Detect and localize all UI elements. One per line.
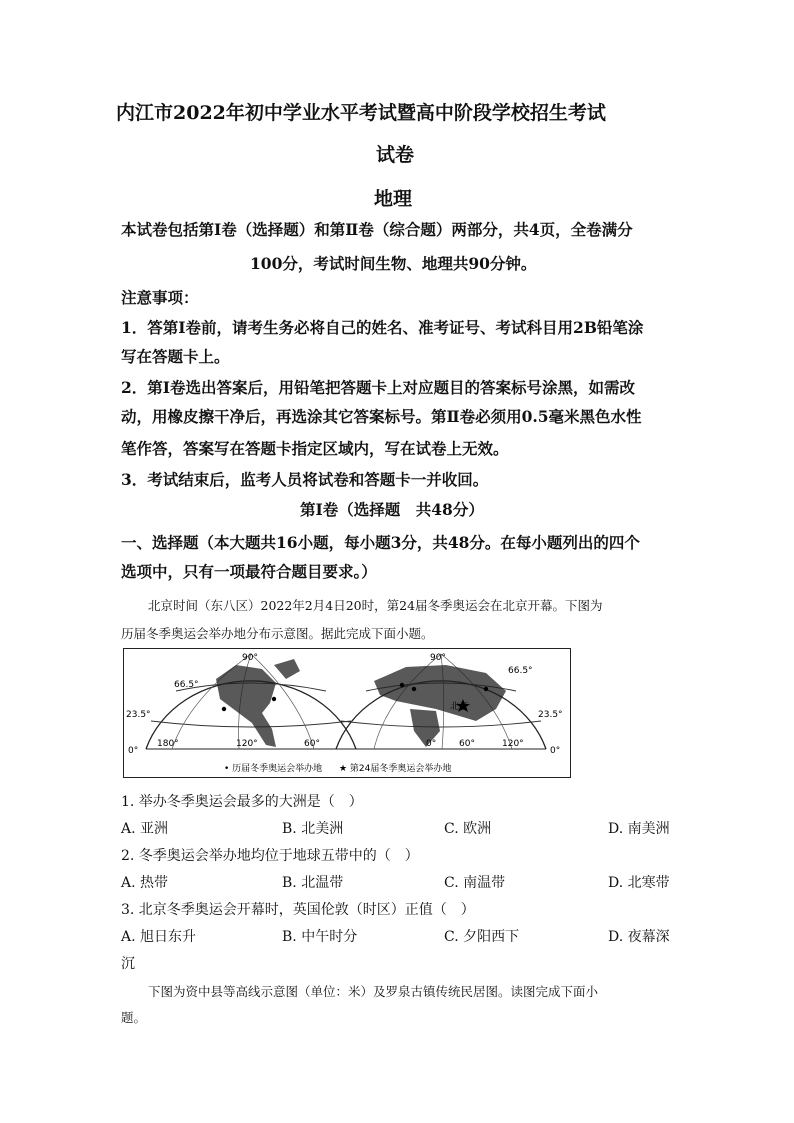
subject-title: 地理 [374, 188, 413, 210]
map-label: 0° [550, 746, 561, 756]
exam-title-line1: 内江市2022年初中学业水平考试暨高中阶段学校招生考试 [116, 102, 606, 124]
passage2-line2: 题。 [121, 1010, 147, 1025]
question-option: D. 北寒带 [608, 875, 670, 891]
question-option: B. 北温带 [282, 875, 344, 891]
question-stem: 1. 举办冬季奥运会最多的大洲是（ ） [121, 794, 363, 810]
map-label: 120° [502, 739, 524, 749]
map-label: 60° [304, 739, 320, 749]
notice-heading: 注意事项： [121, 288, 199, 307]
question-option: D. 夜幕深 [608, 929, 670, 945]
map-label: 23.5° [126, 710, 151, 720]
map-label: 66.5° [174, 680, 199, 690]
notice-line: 1．答第Ⅰ卷前，请考生务必将自己的姓名、准考证号、考试科目用2B铅笔涂 [121, 318, 644, 337]
map-label: 北京 [450, 702, 469, 712]
notice-line: 3．考试结束后，监考人员将试卷和答题卡一并收回。 [121, 470, 489, 489]
winter-olympics-map [123, 648, 571, 778]
legend-24th-host: ★ 第24届冬季奥运会举办地 [339, 764, 452, 774]
question-option: C. 夕阳西下 [444, 929, 520, 945]
passage1-line1: 北京时间（东八区）2022年2月4日20时，第24届冬季奥运会在北京开幕。下图为 [148, 598, 603, 613]
question-option: A. 亚洲 [121, 821, 169, 837]
map-label: 66.5° [508, 666, 533, 676]
passage1-line2: 历届冬季奥运会举办地分布示意图。据此完成下面小题。 [121, 626, 434, 641]
question-option: A. 热带 [121, 875, 169, 891]
map-label: 120° [236, 739, 258, 749]
question-stem: 2. 冬季奥运会举办地均位于地球五带中的（ ） [121, 848, 419, 864]
map-label: 90° [430, 653, 446, 663]
notice-line: 动，用橡皮擦干净后，再选涂其它答案标号。第Ⅱ卷必须用0.5毫米黑色水性 [121, 407, 642, 426]
question-option: B. 北美洲 [282, 821, 344, 837]
map-label: 0° [426, 739, 437, 749]
question-option: B. 中午时分 [282, 929, 358, 945]
map-label: 90° [242, 653, 258, 663]
question-option: C. 欧洲 [444, 821, 492, 837]
exam-title-line2: 试卷 [376, 144, 415, 166]
question-option: C. 南温带 [444, 875, 506, 891]
question-option: A. 旭日东升 [121, 929, 197, 945]
intro-line2: 100分，考试时间生物、地理共90分钟。 [250, 254, 537, 273]
map-label: 23.5° [538, 710, 563, 720]
intro-line1: 本试卷包括第Ⅰ卷（选择题）和第Ⅱ卷（综合题）两部分，共4页，全卷满分 [121, 220, 633, 239]
question-stem: 3. 北京冬季奥运会开幕时，英国伦敦（时区）正值（ ） [121, 902, 475, 918]
legend-olympic-host: • 历届冬季奥运会举办地 [224, 764, 323, 774]
notice-line: 2．第Ⅰ卷选出答案后，用铅笔把答题卡上对应题目的答案标号涂黑，如需改 [121, 378, 636, 397]
map-label: 180° [157, 739, 179, 749]
notice-line: 笔作答，答案写在答题卡指定区域内，写在试卷上无效。 [121, 439, 509, 458]
map-label: 0° [128, 746, 139, 756]
section-instruction-line1: 一、选择题（本大题共16小题，每小题3分，共48分。在每小题列出的四个 [121, 533, 640, 552]
question-option: D. 南美洲 [608, 821, 670, 837]
section-instruction-line2: 选项中，只有一项最符合题目要求。） [121, 562, 377, 581]
notice-line: 写在答题卡上。 [121, 347, 230, 366]
section-title: 第Ⅰ卷（选择题 共48分） [300, 500, 484, 519]
passage2-line1: 下图为资中县等高线示意图（单位：米）及罗泉古镇传统民居图。读图完成下面小 [148, 984, 599, 999]
question-option-wrap: 沉 [121, 956, 135, 972]
hemisphere-map-svg [124, 649, 570, 777]
map-label: 60° [459, 739, 475, 749]
